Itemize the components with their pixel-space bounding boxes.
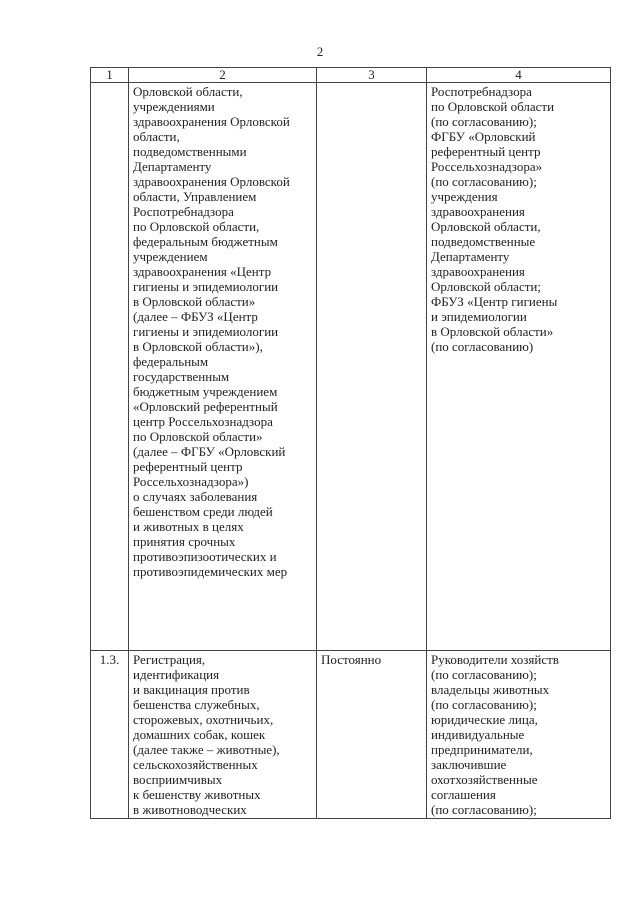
text-line: бюджетным учреждением [133, 384, 278, 399]
text-line: учреждения [431, 189, 498, 204]
text-line: владельцы животных [431, 682, 550, 697]
text-line: соглашения [431, 787, 496, 802]
text-line: в Орловской области» [431, 324, 554, 339]
text-line: принятия срочных [133, 534, 236, 549]
text-line: по Орловской области» [133, 429, 263, 444]
text-line: и эпидемиологии [431, 309, 527, 324]
text-line: учреждением [133, 249, 208, 264]
text-line: Регистрация, [133, 652, 206, 667]
text-line: федеральным [133, 354, 209, 369]
text-line: (по согласованию); [431, 697, 537, 712]
measure-description [129, 651, 317, 819]
text-line: идентификация [133, 667, 220, 682]
text-line: по Орловской области, [133, 219, 260, 234]
text-line: Департаменту [431, 249, 510, 264]
text-line: «Орловский референтный [133, 399, 278, 414]
text-line: области, [133, 129, 180, 144]
text-line: учреждениями [133, 99, 215, 114]
text-line: восприимчивых [133, 772, 223, 787]
text-line: (по согласованию) [431, 339, 534, 354]
text-line: в Орловской области» [133, 294, 256, 309]
text-line: государственным [133, 369, 230, 384]
header-cell-2: 2 [129, 68, 317, 83]
text-line: Роспотребнадзора [431, 84, 532, 99]
text-line: (далее – ФГБУ «Орловский [133, 444, 286, 459]
text-line: Роспотребнадзора [133, 204, 234, 219]
table-row [91, 83, 611, 651]
row-number: 1.3. [91, 651, 129, 819]
text-line: бешенства служебных, [133, 697, 260, 712]
text-line: сторожевых, охотничьих, [133, 712, 274, 727]
text-line: предприниматели, [431, 742, 533, 757]
responsible-executors [427, 651, 611, 819]
deadline-cell [317, 83, 427, 651]
text-line: (далее также – животные), [133, 742, 280, 757]
text-line: ФГБУ «Орловский [431, 129, 536, 144]
text-line: подведомственные [431, 234, 536, 249]
text-line: здравоохранения Орловской [133, 174, 290, 189]
text-line: Россельхознадзора» [431, 159, 543, 174]
text-line: Департаменту [133, 159, 212, 174]
text-line: домашних собак, кошек [133, 727, 266, 742]
responsible-executors [427, 83, 611, 651]
text-line: в Орловской области»), [133, 339, 263, 354]
text-line: ФБУЗ «Центр гигиены [431, 294, 558, 309]
header-cell-1: 1 [91, 68, 129, 83]
text-line: противоэпидемических мер [133, 564, 288, 579]
text-line: охотхозяйственные [431, 772, 538, 787]
text-line: сельскохозяйственных [133, 757, 258, 772]
text-line: области, Управлением [133, 189, 257, 204]
table-row [91, 651, 611, 819]
text-line: (по согласованию); [431, 114, 537, 129]
text-line: в животноводческих [133, 802, 247, 817]
page-number: 2 [316, 44, 324, 59]
deadline-cell: Постоянно [317, 651, 427, 819]
text-line: Орловской области, [431, 219, 541, 234]
text-line: подведомственными [133, 144, 247, 159]
text-line: и вакцинация против [133, 682, 250, 697]
text-line: (по согласованию); [431, 667, 537, 682]
text-line: юридические лица, [431, 712, 538, 727]
text-line: о случаях заболевания [133, 489, 258, 504]
text-line: индивидуальные [431, 727, 525, 742]
measures-table [90, 67, 611, 819]
text-line: гигиены и эпидемиологии [133, 279, 279, 294]
text-line: (по согласованию); [431, 802, 537, 817]
row-number [91, 83, 129, 651]
text-line: федеральным бюджетным [133, 234, 278, 249]
text-line: здравоохранения Орловской [133, 114, 290, 129]
measure-description [129, 83, 317, 651]
text-line: референтный центр [431, 144, 541, 159]
text-line: по Орловской области [431, 99, 555, 114]
text-line: бешенством среди людей [133, 504, 273, 519]
text-line: здравоохранения [431, 204, 525, 219]
text-line: референтный центр [133, 459, 243, 474]
text-line: центр Россельхознадзора [133, 414, 273, 429]
header-cell-4: 4 [427, 68, 611, 83]
text-line: (по согласованию); [431, 174, 537, 189]
text-line: к бешенству животных [133, 787, 261, 802]
table-header-row [91, 68, 611, 83]
text-line: Орловской области, [133, 84, 243, 99]
text-line: здравоохранения [431, 264, 525, 279]
header-cell-3: 3 [317, 68, 427, 83]
text-line: Руководители хозяйств [431, 652, 559, 667]
text-line: (далее – ФБУЗ «Центр [133, 309, 258, 324]
text-line: Россельхознадзора») [133, 474, 249, 489]
text-line: гигиены и эпидемиологии [133, 324, 279, 339]
text-line: здравоохранения «Центр [133, 264, 272, 279]
text-line: заключившие [431, 757, 507, 772]
text-line: Орловской области; [431, 279, 541, 294]
text-line: противоэпизоотических и [133, 549, 277, 564]
text-line: и животных в целях [133, 519, 244, 534]
